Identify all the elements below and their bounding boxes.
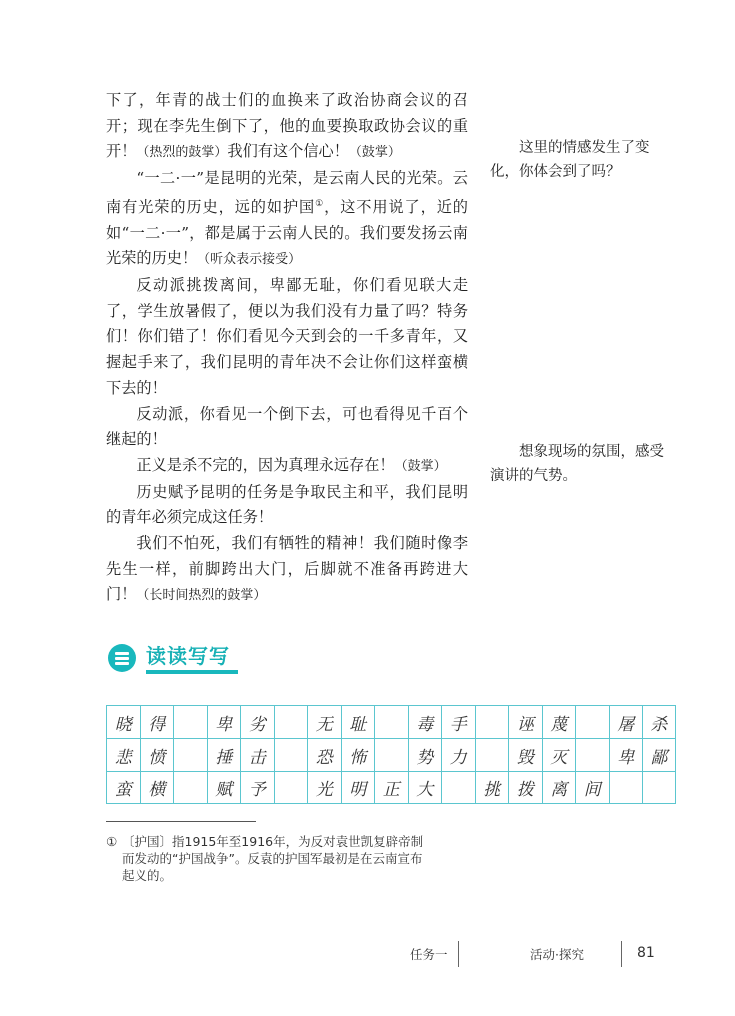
grid-cell [609, 771, 643, 804]
grid-cell: 无 [307, 705, 341, 738]
word-grid [106, 705, 676, 804]
footnote-number: ① [106, 834, 118, 849]
grid-cell: 晓 [106, 705, 140, 738]
grid-cell: 劣 [240, 705, 274, 738]
grid-cell [173, 771, 207, 804]
paragraph-3: 反动派挑拨离间，卑鄙无耻，你们看见联大走了，学生放暑假了，便以为我们没有力量了吗？特务们！你们错了！你们看见今天到会的一千多青年，又握起手来了，我们昆明的青年决不会让你们这样蛮横下去的！ [106, 275, 468, 397]
paragraph-2 [106, 166, 468, 273]
grid-cell: 诬 [508, 705, 542, 738]
grid-cell [374, 705, 408, 738]
grid-cell: 耻 [341, 705, 375, 738]
page-number: 81 [637, 945, 655, 961]
grid-row [106, 771, 676, 804]
paragraph-4: 反动派，你看见一个倒下去，可也看得见千百个继起的！ [106, 404, 468, 449]
grid-cell: 挑 [475, 771, 509, 804]
para-text: 下了，年青的战士们的血换来了政治协商会议的召开；现在李先生倒下了，他的血要换取政协会议的重开！ [106, 91, 468, 161]
side-note-2 [490, 440, 665, 488]
icon-bar [115, 652, 129, 655]
grid-cell [274, 705, 308, 738]
side-note-text: 想象现场的氛围，感受演讲的气势。 [490, 444, 664, 484]
footer-divider [458, 941, 459, 967]
grid-cell: 怖 [341, 738, 375, 771]
grid-row [106, 705, 676, 738]
grid-cell: 离 [542, 771, 576, 804]
grid-cell: 正 [374, 771, 408, 804]
paragraph-5 [106, 453, 468, 480]
footnote-ref[interactable]: ① [315, 198, 325, 209]
grid-cell: 光 [307, 771, 341, 804]
grid-cell: 予 [240, 771, 274, 804]
para-text: 我们不怕死，我们有牺牲的精神！我们随时像李先生一样，前脚跨出大门，后脚就不准备再跨进大门！ [106, 534, 468, 604]
paragraph-6: 历史赋予昆明的任务是争取民主和平，我们昆明的青年必须完成这任务！ [106, 482, 468, 527]
stage-direction: （长时间热烈的鼓掌） [136, 588, 267, 604]
grid-cell: 势 [408, 738, 442, 771]
paragraph-1 [106, 88, 468, 166]
grid-cell: 间 [575, 771, 609, 804]
paragraph-7 [106, 531, 468, 609]
footer-unit: 任务一 [410, 947, 448, 962]
grid-cell [173, 705, 207, 738]
grid-cell [274, 771, 308, 804]
grid-cell [475, 738, 509, 771]
grid-row [106, 738, 676, 771]
para-text: 正义是杀不完的，因为真理永远存在！ [136, 455, 395, 474]
grid-cell: 灭 [542, 738, 576, 771]
grid-cell: 杀 [642, 705, 676, 738]
stage-direction: （鼓掌） [348, 145, 401, 161]
grid-cell [575, 738, 609, 771]
grid-cell: 屠 [609, 705, 643, 738]
grid-cell: 明 [341, 771, 375, 804]
grid-cell: 卑 [207, 705, 241, 738]
section-three-icon [108, 644, 136, 672]
stage-direction: （热烈的鼓掌） [136, 145, 228, 161]
grid-cell: 毁 [508, 738, 542, 771]
para-text: 我们有这个信心！ [227, 142, 349, 161]
stage-direction: （听众表示接受） [197, 252, 302, 268]
section-underline [146, 670, 238, 674]
footnote-text: 〔护国〕指1915年至1916年，为反对袁世凯复辟帝制而发动的“护国战争”。反袁的护国军最初是在云南宣布起义的。 [122, 834, 424, 883]
grid-cell: 卑 [609, 738, 643, 771]
grid-cell: 大 [408, 771, 442, 804]
grid-cell [173, 738, 207, 771]
footer-section: 活动·探究 [530, 947, 584, 962]
side-note-1 [490, 136, 665, 184]
grid-cell: 击 [240, 738, 274, 771]
grid-cell: 恐 [307, 738, 341, 771]
grid-cell: 赋 [207, 771, 241, 804]
main-text [106, 88, 468, 609]
grid-cell [575, 705, 609, 738]
grid-cell: 得 [140, 705, 174, 738]
para-text: ，这不用说了，近的如“一二·一”，都是属于云南人民的。我们要发扬云南光荣的历史！ [106, 197, 468, 268]
icon-bar [115, 662, 129, 665]
grid-cell: 鄙 [642, 738, 676, 771]
grid-cell: 蔑 [542, 705, 576, 738]
icon-bar [115, 657, 129, 660]
grid-cell: 愤 [140, 738, 174, 771]
grid-cell: 蛮 [106, 771, 140, 804]
grid-cell: 捶 [207, 738, 241, 771]
section-title: 读读写写 [146, 644, 230, 668]
grid-cell [642, 771, 676, 804]
grid-cell: 悲 [106, 738, 140, 771]
grid-cell [374, 738, 408, 771]
grid-cell: 拨 [508, 771, 542, 804]
footer-divider [621, 941, 622, 967]
footnote [106, 833, 426, 884]
grid-cell [475, 705, 509, 738]
grid-cell [441, 771, 475, 804]
para-text: “一二·一”是昆明的光荣，是云南人民的光荣。云南有光荣的历史，远的如护国 [106, 169, 468, 216]
grid-cell: 力 [441, 738, 475, 771]
grid-cell: 横 [140, 771, 174, 804]
side-note-text: 这里的情感发生了变化，你体会到了吗？ [490, 140, 650, 180]
grid-cell [274, 738, 308, 771]
grid-cell: 毒 [408, 705, 442, 738]
stage-direction: （鼓掌） [394, 458, 447, 474]
grid-cell: 手 [441, 705, 475, 738]
footnote-divider [106, 821, 256, 822]
